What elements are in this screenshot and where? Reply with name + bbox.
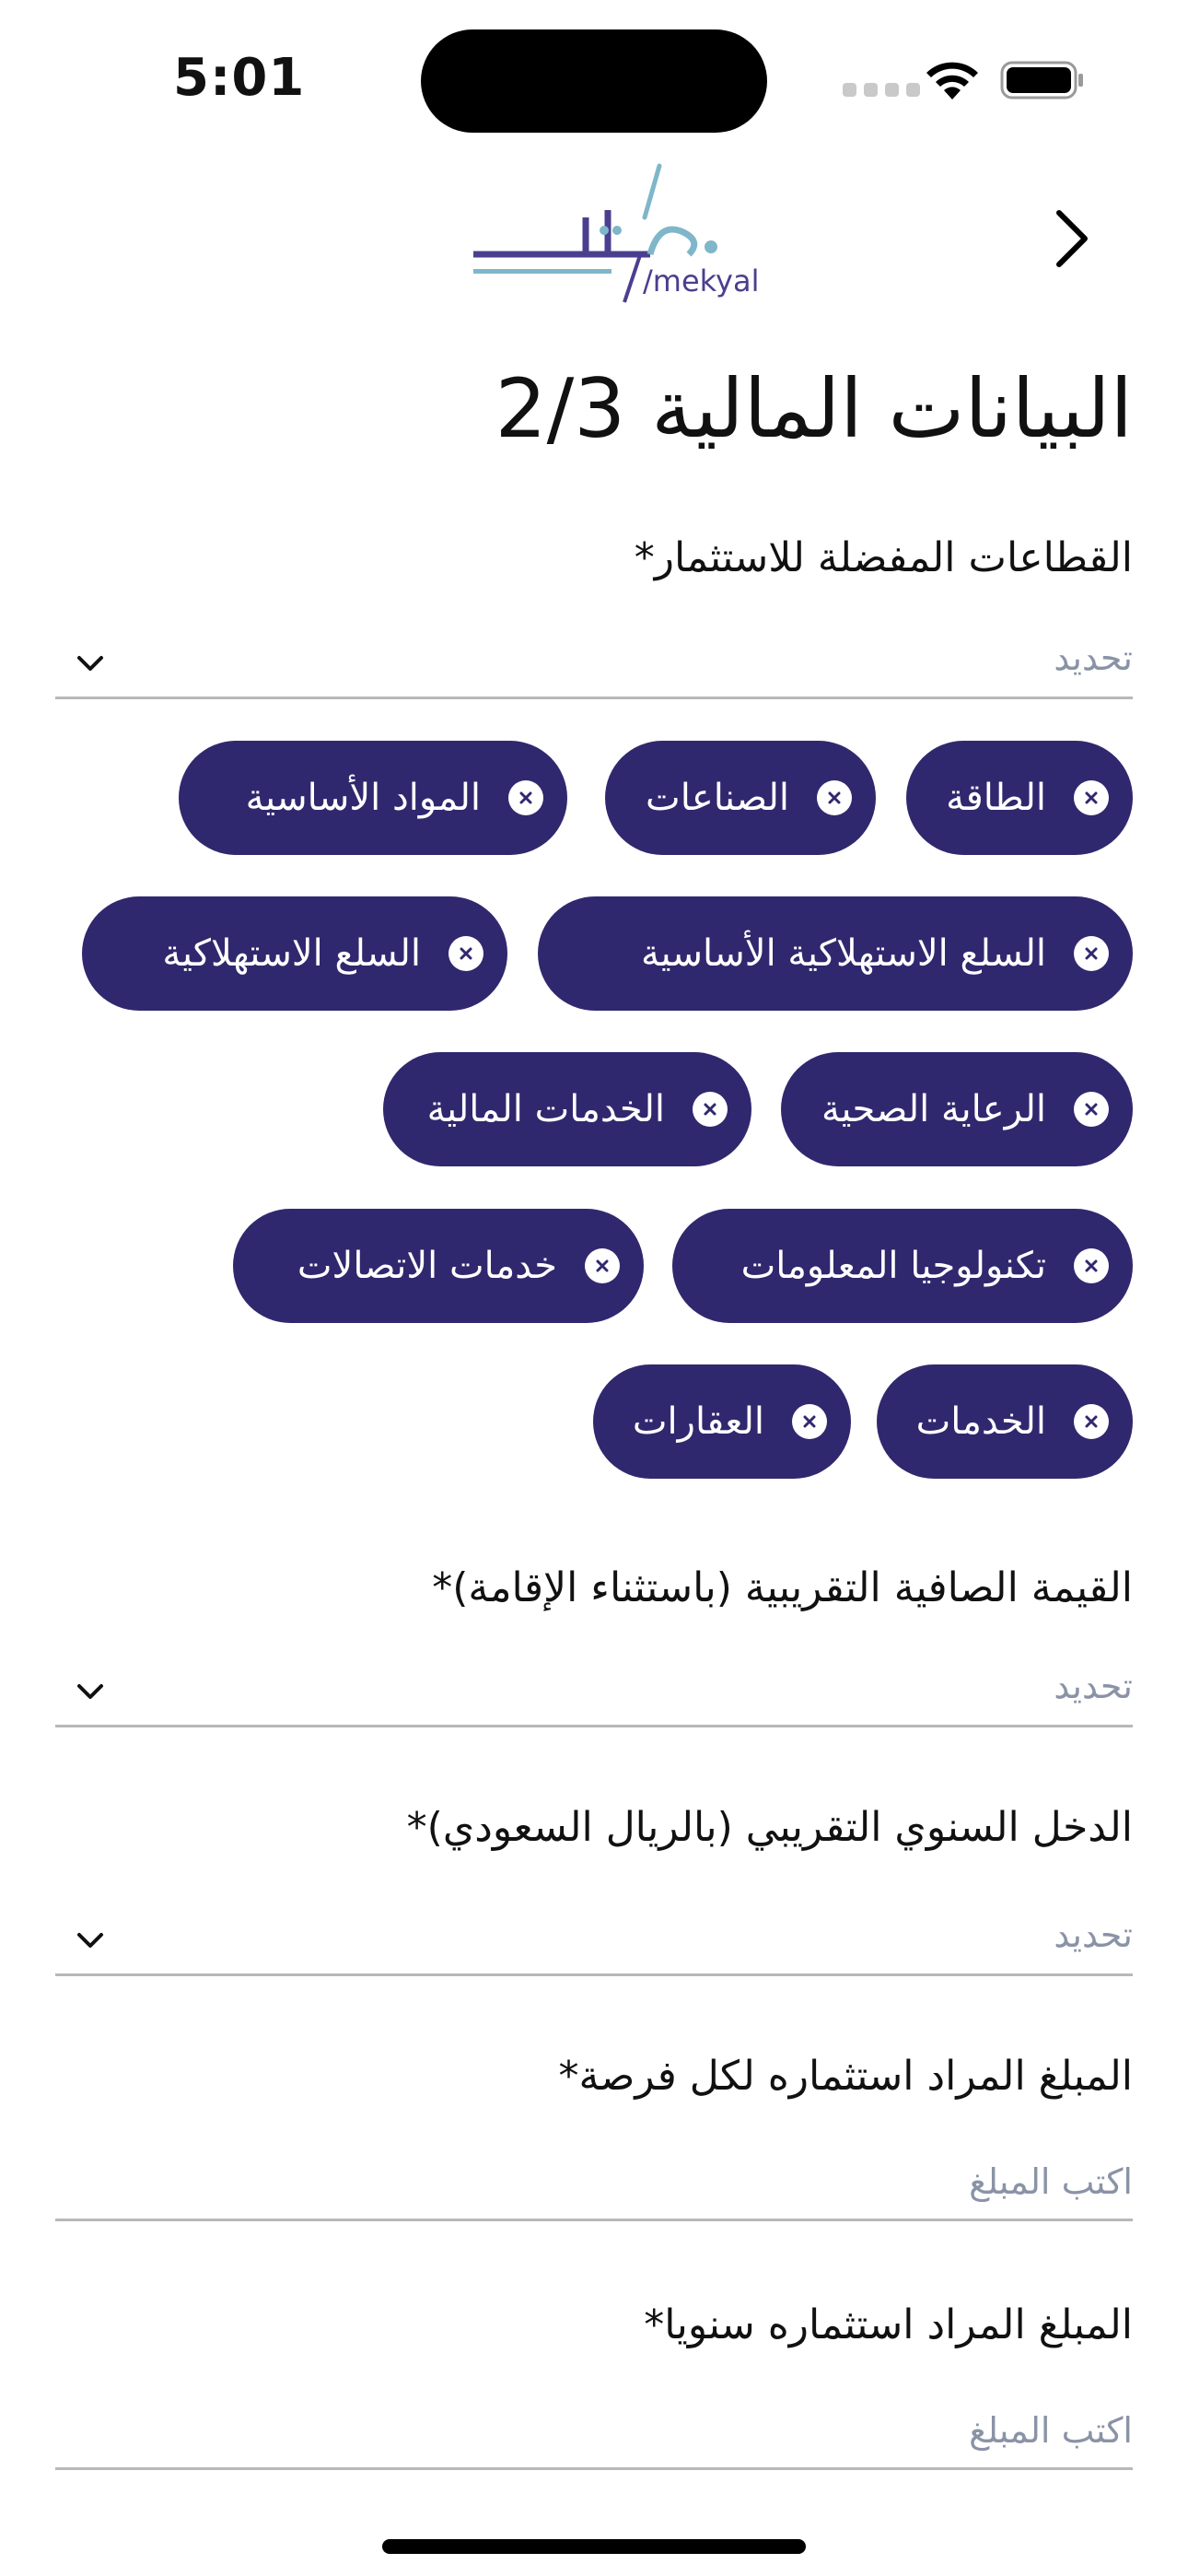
amount-per-year-input[interactable]: [55, 2401, 1133, 2460]
chip-materials[interactable]: [179, 741, 567, 855]
annual-income-select[interactable]: [55, 1907, 1133, 1976]
amount-per-year-field[interactable]: [55, 2401, 1133, 2470]
mekyal-logo: [470, 164, 760, 311]
chip-label: السلع الاستهلاكية الأساسية: [641, 932, 1046, 975]
battery-icon: [1000, 61, 1085, 100]
net-worth-select[interactable]: [55, 1658, 1133, 1727]
chip-label: الخدمات المالية: [426, 1088, 665, 1130]
chevron-down-icon: [74, 1924, 107, 1957]
annual-income-label: الدخل السنوي التقريبي (بالريال السعودي)*: [406, 1804, 1133, 1851]
remove-chip-icon[interactable]: [693, 1092, 728, 1127]
amount-per-opportunity-field[interactable]: [55, 2152, 1133, 2221]
logo-wordmark: /mekyal: [643, 263, 760, 299]
amount-per-opportunity-label: المبلغ المراد استثماره لكل فرصة*: [558, 2053, 1133, 2100]
remove-chip-icon[interactable]: [1074, 1248, 1109, 1283]
page-title: البيانات المالية 2/3: [495, 361, 1133, 456]
remove-chip-icon[interactable]: [1074, 1404, 1109, 1439]
remove-chip-icon[interactable]: [817, 780, 852, 815]
chip-label: الطاقة: [946, 777, 1046, 819]
chip-consumer-staples[interactable]: [538, 896, 1133, 1011]
chip-label: تكنولوجيا المعلومات: [740, 1245, 1046, 1287]
status-time: 5:01: [173, 48, 306, 108]
remove-chip-icon[interactable]: [1074, 936, 1109, 971]
amount-per-opportunity-input[interactable]: [55, 2152, 1133, 2211]
cellular-signal-icon: [843, 83, 920, 97]
back-button[interactable]: [1044, 206, 1100, 271]
chip-label: الرعاية الصحية: [821, 1088, 1046, 1130]
chip-label: خدمات الاتصالات: [297, 1245, 557, 1287]
chip-energy[interactable]: [906, 741, 1133, 855]
chip-label: الصناعات: [646, 777, 789, 819]
home-indicator: [382, 2539, 806, 2554]
wifi-icon: [924, 57, 981, 101]
chip-industrials[interactable]: [605, 741, 876, 855]
remove-chip-icon[interactable]: [585, 1248, 620, 1283]
chip-real-estate[interactable]: [593, 1364, 851, 1479]
remove-chip-icon[interactable]: [1074, 780, 1109, 815]
amount-per-year-label: المبلغ المراد استثماره سنويا*: [644, 2301, 1133, 2348]
chip-healthcare[interactable]: [781, 1052, 1133, 1166]
sectors-select[interactable]: [55, 630, 1133, 699]
chevron-right-icon: [1054, 209, 1090, 268]
remove-chip-icon[interactable]: [792, 1404, 827, 1439]
chip-label: العقارات: [632, 1400, 764, 1443]
chevron-down-icon: [74, 1675, 107, 1708]
net-worth-label: القيمة الصافية التقريبية (باستثناء الإقامة)*: [432, 1564, 1133, 1611]
chevron-down-icon: [74, 647, 107, 680]
remove-chip-icon[interactable]: [1074, 1092, 1109, 1127]
remove-chip-icon[interactable]: [448, 936, 483, 971]
chip-label: الخدمات: [915, 1400, 1046, 1443]
chip-information-technology[interactable]: [672, 1209, 1133, 1323]
chip-consumer-discretionary[interactable]: [82, 896, 507, 1011]
chip-communication-services[interactable]: [233, 1209, 644, 1323]
sectors-placeholder: تحديد: [1054, 638, 1133, 678]
remove-chip-icon[interactable]: [508, 780, 543, 815]
chip-label: السلع الاستهلاكية: [162, 932, 421, 975]
sectors-label: القطاعات المفضلة للاستثمار*: [634, 534, 1133, 581]
annual-income-placeholder: تحديد: [1054, 1914, 1133, 1955]
dynamic-island: [421, 29, 767, 133]
chip-services[interactable]: [877, 1364, 1133, 1479]
chip-financials[interactable]: [383, 1052, 751, 1166]
net-worth-placeholder: تحديد: [1054, 1666, 1133, 1706]
chip-label: المواد الأساسية: [245, 777, 481, 819]
